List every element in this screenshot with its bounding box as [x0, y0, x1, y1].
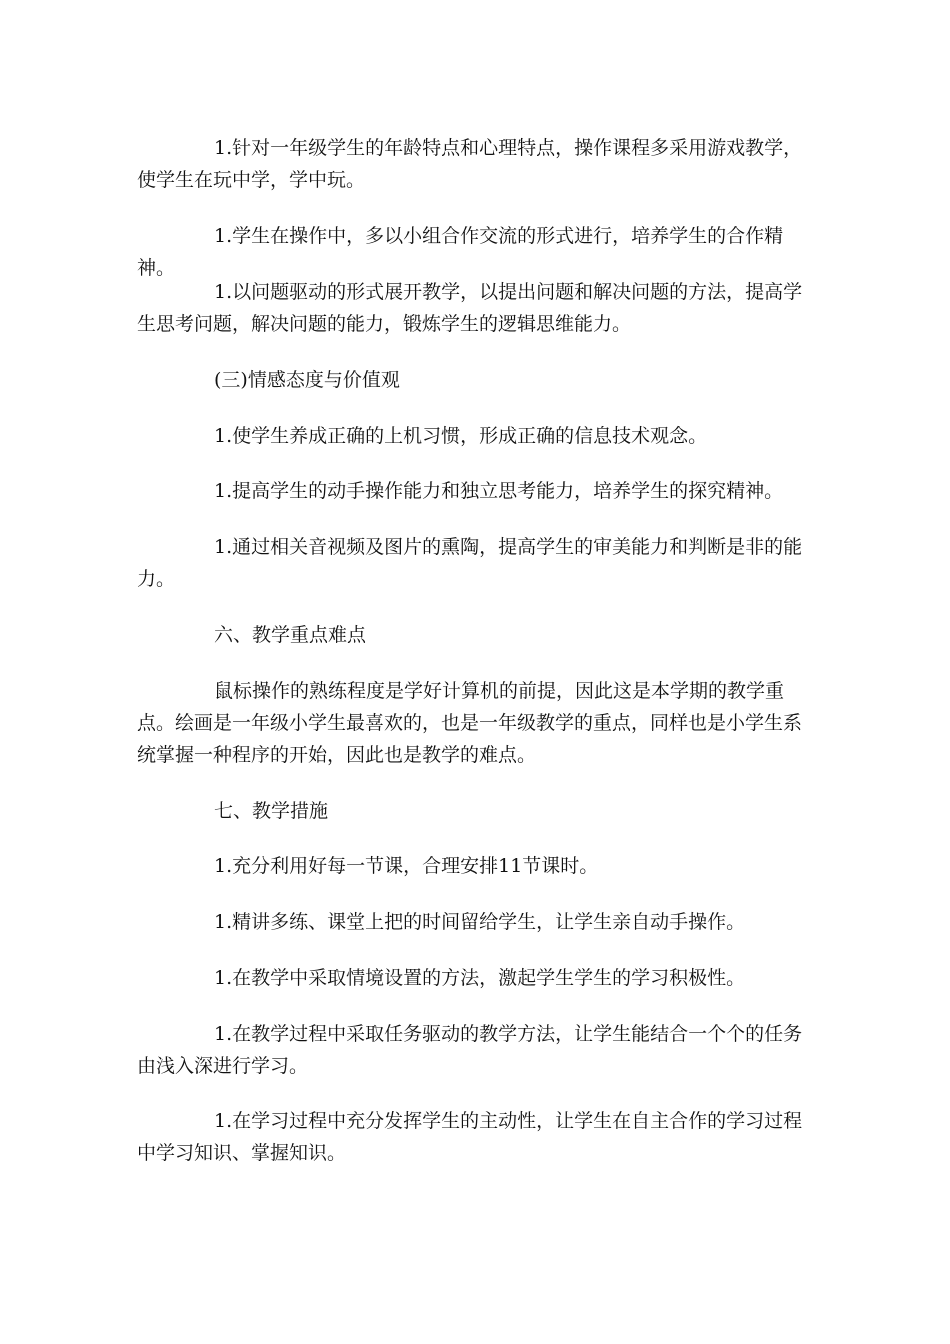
- paragraph: 1.充分利用好每一节课，合理安排11节课时。: [214, 855, 599, 877]
- paragraph: 1.针对一年级学生的年龄特点和心理特点，操作课程多采用游戏教学，使学生在玩中学，学中玩。: [137, 137, 803, 191]
- section-heading: 七、教学措施: [214, 800, 329, 822]
- paragraph: 1.通过相关音视频及图片的熏陶，提高学生的审美能力和判断是非的能力。: [137, 536, 803, 590]
- paragraph: 1.使学生养成正确的上机习惯，形成正确的信息技术观念。: [214, 425, 708, 447]
- paragraph: 1.在教学中采取情境设置的方法，激起学生学生的学习积极性。: [214, 967, 746, 989]
- paragraph: 1.在教学过程中采取任务驱动的教学方法，让学生能结合一个个的任务由浅入深进行学习。: [137, 1023, 803, 1077]
- section-heading: (三)情感态度与价值观: [214, 369, 400, 391]
- section-heading: 六、教学重点难点: [214, 624, 367, 646]
- paragraph: 鼠标操作的熟练程度是学好计算机的前提，因此这是本学期的教学重点。绘画是一年级小学生最喜欢的，也是一年级教学的重点，同样也是小学生系统掌握一种程序的开始，因此也是教学的难点。: [137, 680, 803, 766]
- paragraph: 1.提高学生的动手操作能力和独立思考能力，培养学生的探究精神。: [214, 480, 784, 502]
- paragraph: 1.以问题驱动的形式展开教学，以提出问题和解决问题的方法，提高学生思考问题，解决问题的能力，锻炼学生的逻辑思维能力。: [137, 281, 803, 335]
- paragraph: 1.在学习过程中充分发挥学生的主动性，让学生在自主合作的学习过程中学习知识、掌握知识。: [137, 1110, 803, 1164]
- paragraph: 1.学生在操作中，多以小组合作交流的形式进行，培养学生的合作精神。: [137, 225, 784, 279]
- paragraph: 1.精讲多练、课堂上把的时间留给学生，让学生亲自动手操作。: [214, 911, 746, 933]
